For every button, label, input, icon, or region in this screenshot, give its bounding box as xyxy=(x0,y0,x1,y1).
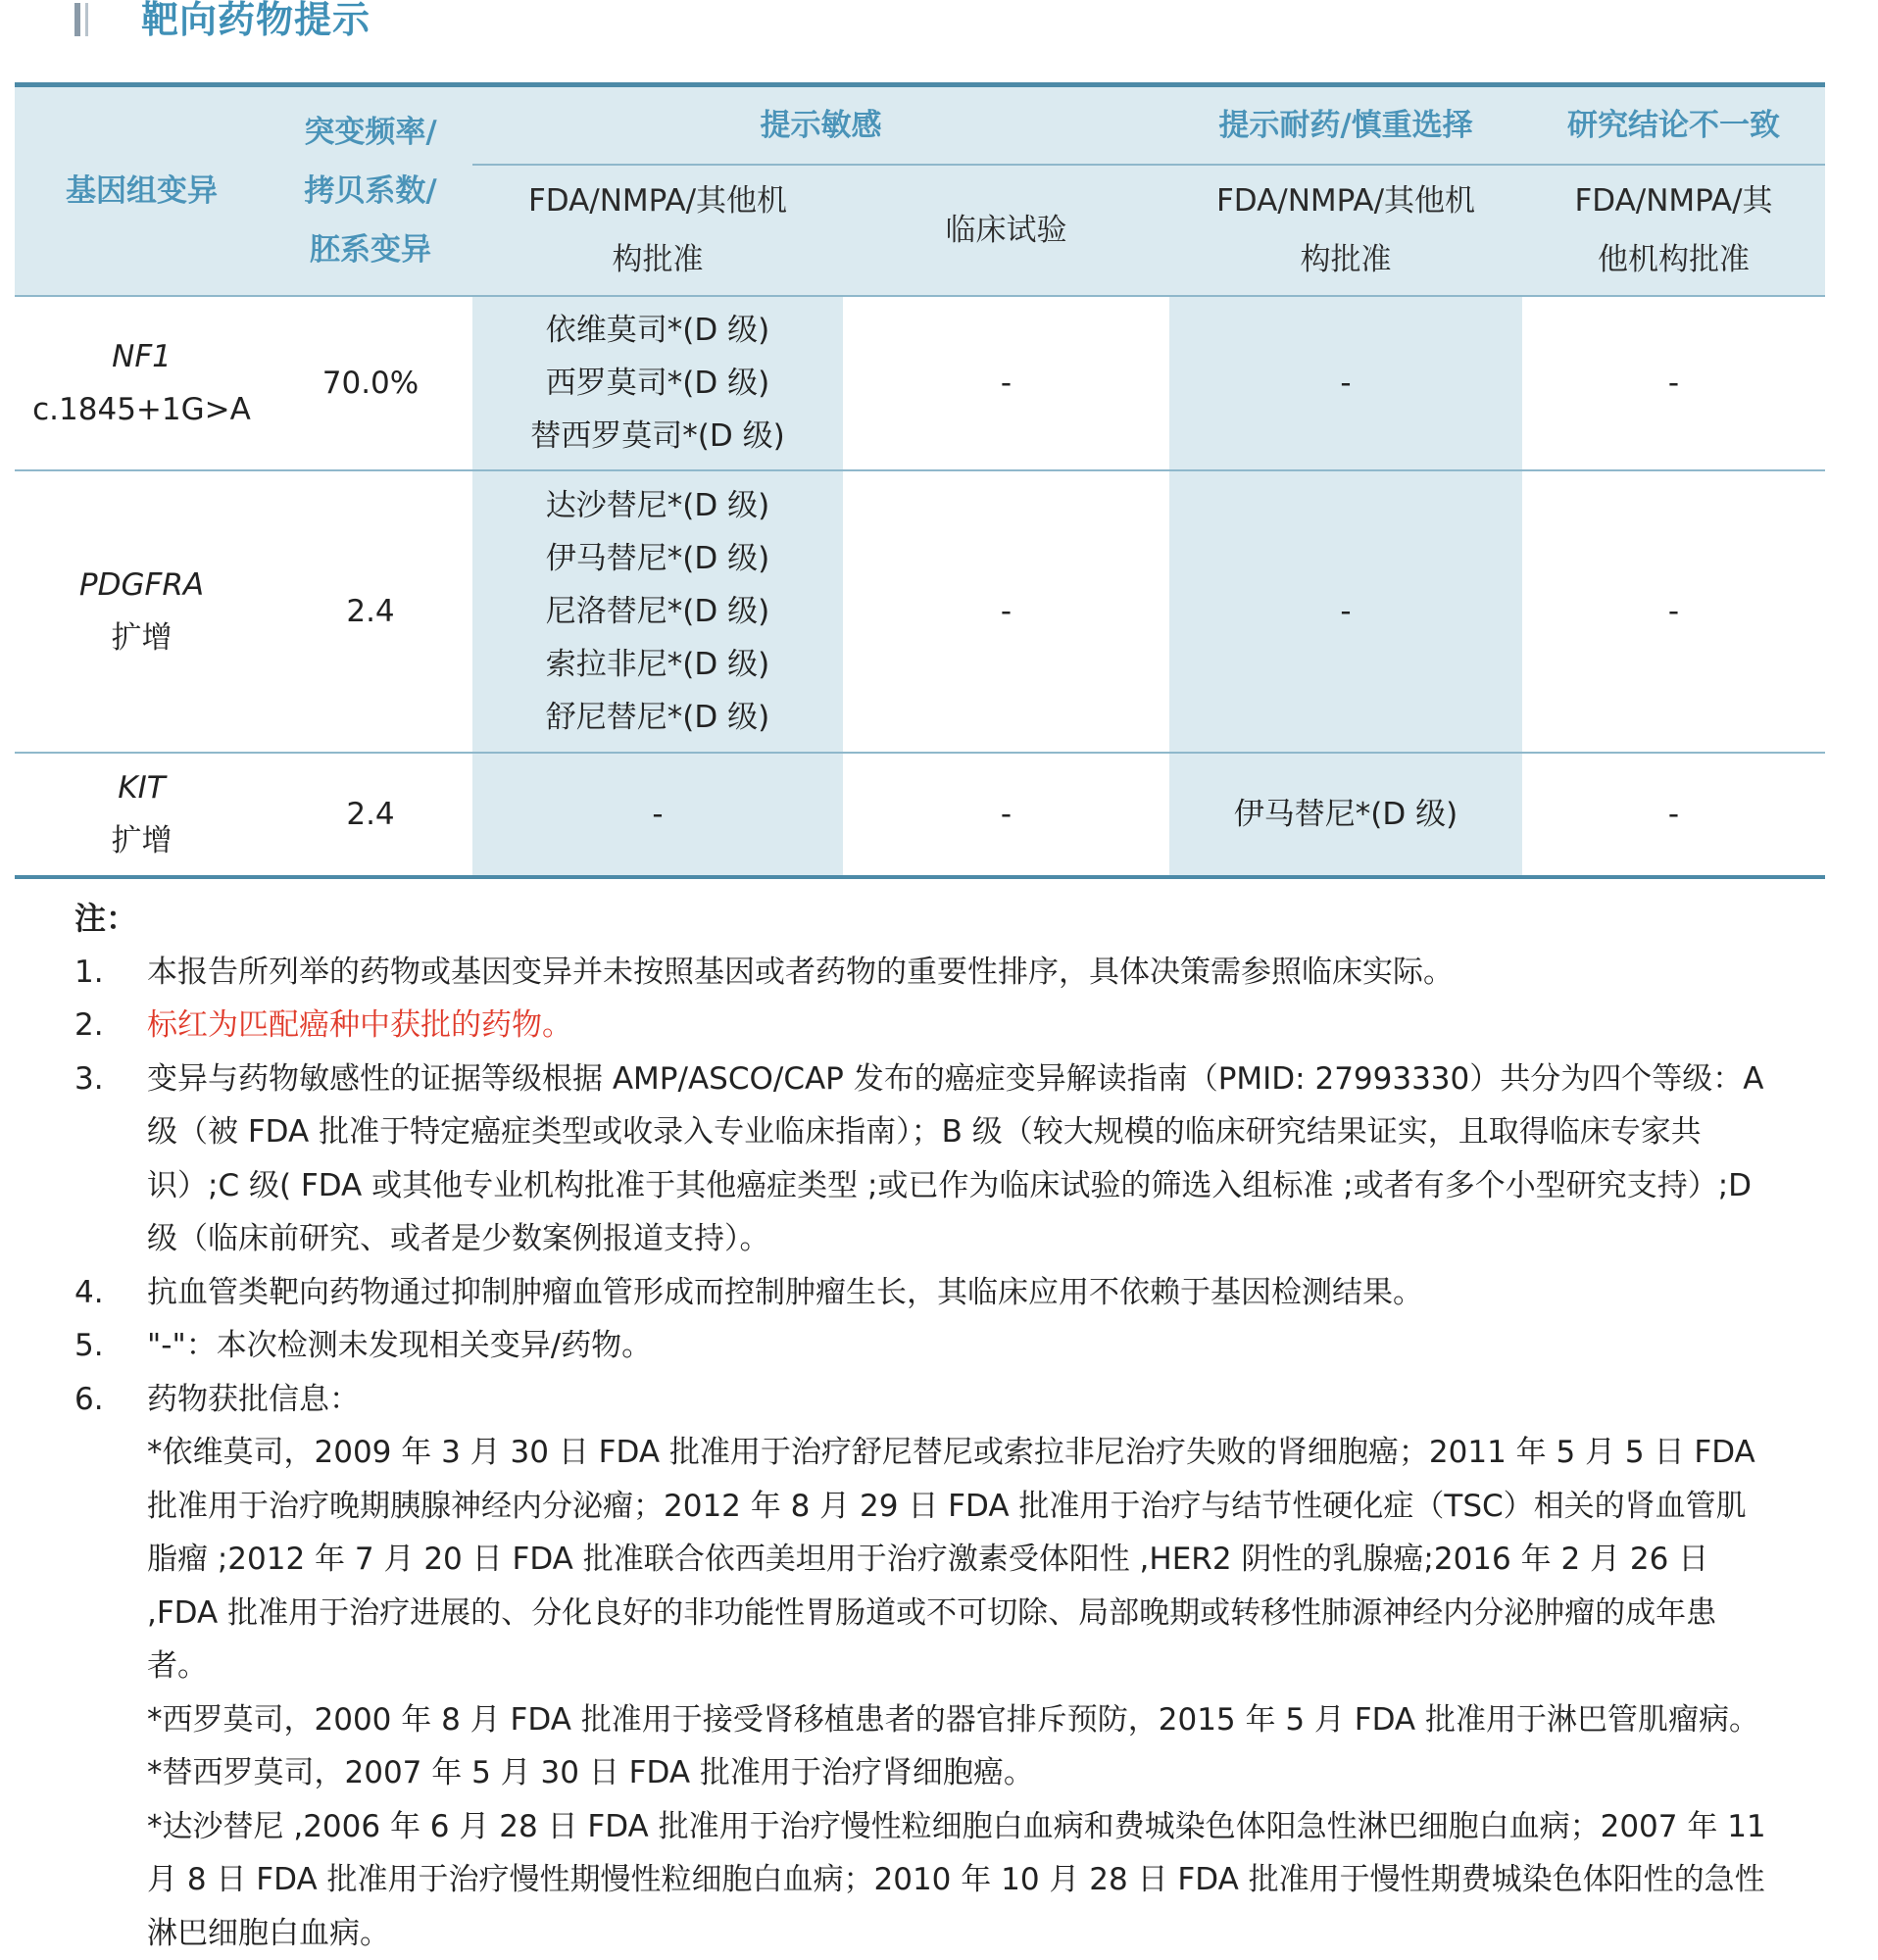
drug-item: - xyxy=(473,788,842,841)
variant-name: c.1845+1G>A xyxy=(16,383,268,436)
note-item xyxy=(74,1053,1770,1266)
table-row xyxy=(15,470,1825,753)
drug-approval-entry: *达沙替尼 ,2006 年 6 月 28 日 FDA 批准用于治疗慢性粒细胞白血病和费城染色体阳急性淋巴细胞白血病；2007 年 11 月 8 日 FDA 批准用于治疗慢性期慢性粒细胞白血病；2010 年 10 月 28 日 FDA 批准用于慢性期费城染色体阳性的急性淋巴细胞白血病。 xyxy=(147,1800,1770,1960)
drug-item: 舒尼替尼*(D 级) xyxy=(473,691,842,744)
frequency-cell: 70.0% xyxy=(269,296,472,470)
inconsistent-cell: - xyxy=(1522,296,1825,470)
note-number: 3. xyxy=(74,1053,147,1266)
inconsistent-cell: - xyxy=(1522,753,1825,877)
table-row xyxy=(15,296,1825,470)
header-inconsistent-approved: FDA/NMPA/其 他机构批准 xyxy=(1522,165,1825,296)
drug-approval-entry: *替西罗莫司，2007 年 5 月 30 日 FDA 批准用于治疗肾细胞癌。 xyxy=(147,1746,1770,1800)
note-text: "-"：本次检测未发现相关变异/药物。 xyxy=(147,1319,1770,1373)
frequency-cell: 2.4 xyxy=(269,470,472,753)
drug-item: 西罗莫司*(D 级) xyxy=(473,357,842,410)
sensitive-approved-cell xyxy=(472,753,843,877)
drug-item: 替西罗莫司*(D 级) xyxy=(473,410,842,463)
sensitive-trial-cell: - xyxy=(843,753,1169,877)
section-heading xyxy=(74,0,371,39)
resistant-cell: 伊马替尼*(D 级) xyxy=(1169,753,1522,877)
gene-variant-cell xyxy=(15,753,269,877)
header-sensitive-approved: FDA/NMPA/其他机 构批准 xyxy=(472,165,843,296)
header-resistant-group: 提示耐药/慎重选择 xyxy=(1169,85,1522,166)
note-text: 本报告所列举的药物或基因变异并未按照基因或者药物的重要性排序，具体决策需参照临床实际。 xyxy=(147,946,1770,1000)
note-item xyxy=(74,999,1770,1053)
gene-name: NF1 xyxy=(16,330,268,383)
note-item xyxy=(74,1319,1770,1373)
note-number: 4. xyxy=(74,1266,147,1320)
drug-approval-entry: *西罗莫司，2000 年 8 月 FDA 批准用于接受肾移植患者的器官排斥预防，2015 年 5 月 FDA 批准用于淋巴管肌瘤病。 xyxy=(147,1693,1770,1747)
variant-name: 扩增 xyxy=(16,612,268,664)
resistant-cell: - xyxy=(1169,296,1522,470)
note-text: 变异与药物敏感性的证据等级根据 AMP/ASCO/CAP 发布的癌症变异解读指南（PMID: 27993330）共分为四个等级：A 级（被 FDA 批准于特定癌症类型或收录入专业临床指南）；B 级（较大规模的临床研究结果证实，且取得临床专家共识）;C 级( FDA 或其他专业机构批准于其他癌症类型 ;或已作为临床试验的筛选入组标准 ;或者有多个小型研究支持）;D 级（临床前研究、或者是少数案例报道支持）。 xyxy=(147,1053,1770,1266)
header-resistant-approved: FDA/NMPA/其他机 构批准 xyxy=(1169,165,1522,296)
inconsistent-cell: - xyxy=(1522,470,1825,753)
table-row xyxy=(15,753,1825,877)
heading-marker-thin-icon xyxy=(85,3,88,36)
gene-variant-cell xyxy=(15,296,269,470)
sensitive-approved-cell xyxy=(472,296,843,470)
sensitive-trial-cell: - xyxy=(843,296,1169,470)
header-gene-variant: 基因组变异 xyxy=(15,85,269,297)
heading-marker-icon xyxy=(74,3,80,36)
drug-item: 达沙替尼*(D 级) xyxy=(473,479,842,532)
drug-approval-intro: 药物获批信息： xyxy=(147,1373,1770,1427)
drug-item: 索拉非尼*(D 级) xyxy=(473,638,842,691)
note-item xyxy=(74,946,1770,1000)
notes-title: 注： xyxy=(74,892,1770,946)
note-number: 2. xyxy=(74,999,147,1053)
sensitive-approved-cell xyxy=(472,470,843,753)
gene-variant-cell xyxy=(15,470,269,753)
note-number: 5. xyxy=(74,1319,147,1373)
drug-item: 尼洛替尼*(D 级) xyxy=(473,585,842,638)
gene-name: KIT xyxy=(16,761,268,814)
section-title: 靶向药物提示 xyxy=(141,0,371,39)
note-item xyxy=(74,1266,1770,1320)
note-number: 6. xyxy=(74,1373,147,1960)
header-frequency: 突变频率/ 拷贝系数/ 胚系变异 xyxy=(269,85,472,297)
resistant-cell: - xyxy=(1169,470,1522,753)
drug-item: 依维莫司*(D 级) xyxy=(473,304,842,357)
targeted-drug-table xyxy=(15,82,1825,879)
header-sensitive-trial: 临床试验 xyxy=(843,165,1169,296)
note-text: 标红为匹配癌种中获批的药物。 xyxy=(147,999,1770,1053)
notes-section xyxy=(74,892,1770,1960)
header-inconsistent-group: 研究结论不一致 xyxy=(1522,85,1825,166)
frequency-cell: 2.4 xyxy=(269,753,472,877)
drug-item: 伊马替尼*(D 级) xyxy=(473,532,842,585)
header-sensitive-group: 提示敏感 xyxy=(472,85,1169,166)
gene-name: PDGFRA xyxy=(16,559,268,612)
sensitive-trial-cell: - xyxy=(843,470,1169,753)
note-number: 1. xyxy=(74,946,147,1000)
note-item xyxy=(74,1373,1770,1960)
note-text: 抗血管类靶向药物通过抑制肿瘤血管形成而控制肿瘤生长，其临床应用不依赖于基因检测结果。 xyxy=(147,1266,1770,1320)
variant-name: 扩增 xyxy=(16,814,268,867)
note-text xyxy=(147,1373,1770,1960)
drug-approval-entry: *依维莫司，2009 年 3 月 30 日 FDA 批准用于治疗舒尼替尼或索拉非尼治疗失败的肾细胞癌；2011 年 5 月 5 日 FDA 批准用于治疗晚期胰腺神经内分泌瘤；2012 年 8 月 29 日 FDA 批准用于治疗与结节性硬化症（TSC）相关的肾血管肌脂瘤 ;2012 年 7 月 20 日 FDA 批准联合依西美坦用于治疗激素受体阳性 ,HER2 阴性的乳腺癌;2016 年 2 月 26 日 ,FDA 批准用于治疗进展的、分化良好的非功能性胃肠道或不可切除、局部晚期或转移性肺源神经内分泌肿瘤的成年患者。 xyxy=(147,1426,1770,1693)
